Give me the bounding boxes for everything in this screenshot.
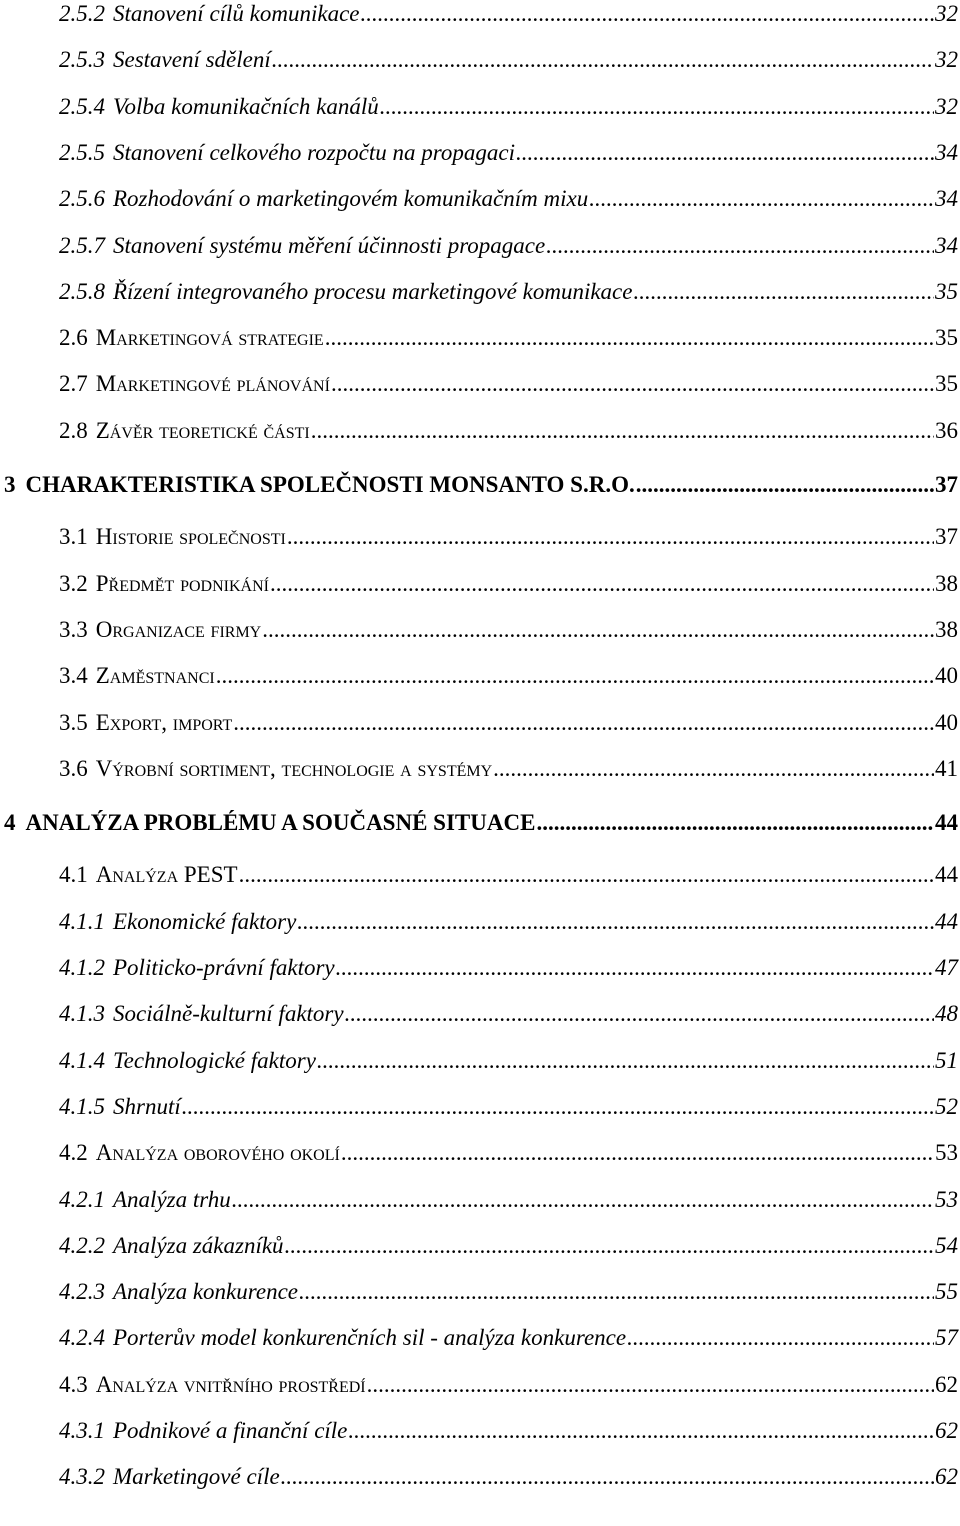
toc-entry[interactable] (59, 519, 958, 555)
toc-entry-page: 35 (935, 325, 958, 351)
toc-entry-page: 35 (935, 371, 958, 397)
toc-entry-number: 2.5.8 (59, 278, 105, 304)
toc-entry-page: 32 (935, 47, 958, 73)
toc-entry-number: 4.1.4 (59, 1047, 105, 1073)
toc-entry-title: Export, import (95, 709, 233, 735)
toc-entry-title: Ekonomické faktory (113, 908, 297, 934)
toc-entry-page: 32 (935, 93, 958, 119)
toc-entry[interactable] (59, 89, 958, 125)
toc-entry-title: Politicko-právní faktory (113, 955, 335, 980)
dot-leader (232, 1182, 934, 1218)
toc-entry-page: 40 (935, 709, 958, 735)
dot-leader (311, 413, 934, 449)
toc-entry-page: 38 (935, 616, 958, 642)
toc-entry[interactable] (59, 320, 958, 356)
toc-entry[interactable] (59, 705, 958, 741)
toc-entry-number: 4.1.2 (59, 955, 105, 980)
toc-entry-number: 2.6 (59, 325, 88, 351)
dot-leader (536, 805, 934, 841)
toc-entry-number: 2.8 (59, 417, 88, 443)
dot-leader (317, 1043, 934, 1079)
toc-entry-page: 53 (935, 1186, 958, 1212)
toc-entry[interactable] (4, 467, 958, 503)
toc-entry-number: 2.5.6 (59, 186, 105, 212)
toc-entry-page: 55 (935, 1279, 958, 1305)
toc-entry-title: Volba komunikačních kanálů (113, 93, 379, 119)
toc-entry[interactable] (59, 1182, 958, 1218)
toc-entry-number: 4.2 (59, 1140, 88, 1166)
dot-leader (233, 705, 934, 741)
dot-leader (331, 366, 934, 402)
toc-entry-title: Výrobní sortiment, technologie a systémy (95, 755, 493, 781)
toc-entry-page: 41 (935, 755, 958, 781)
toc-entry[interactable] (59, 366, 958, 402)
toc-entry-title: Shrnutí (113, 1093, 181, 1119)
toc-entry[interactable] (59, 413, 958, 449)
toc-entry[interactable] (59, 904, 958, 940)
toc-entry-page: 37 (935, 524, 958, 550)
toc-entry-title: Závěr teoretické části (95, 417, 310, 443)
dot-leader (216, 658, 934, 694)
dot-leader (633, 274, 934, 310)
dot-leader (636, 467, 934, 503)
toc-entry-page: 34 (935, 139, 958, 165)
toc-entry[interactable] (59, 228, 958, 264)
toc-entry-page: 53 (935, 1140, 958, 1166)
dot-leader (345, 996, 934, 1032)
toc-entry[interactable] (59, 1367, 958, 1403)
dot-leader (341, 1135, 934, 1171)
toc-entry-title: Analýza zákazníků (113, 1232, 284, 1258)
dot-leader (262, 612, 934, 648)
toc-entry-title: Organizace firmy (95, 616, 262, 642)
toc-entry-title: Stanovení cílů komunikace (113, 1, 360, 26)
toc-entry-number: 3.5 (59, 709, 88, 735)
toc-entry-page: 34 (935, 232, 958, 258)
toc-entry-title: Sestavení sdělení (113, 47, 271, 73)
toc-entry-number: 4 (4, 810, 16, 836)
toc-entry-title: Marketingové cíle (113, 1464, 280, 1490)
toc-entry-number: 4.1.1 (59, 908, 105, 934)
toc-entry-number: 4.1 (59, 862, 88, 888)
toc-entry[interactable] (59, 1320, 958, 1356)
dot-leader (516, 135, 934, 171)
toc-entry-title: Analýza konkurence (113, 1279, 298, 1305)
toc-entry[interactable] (59, 1274, 958, 1310)
toc-entry-number: 4.2.1 (59, 1186, 105, 1212)
toc-entry-page: 40 (935, 663, 958, 689)
dot-leader (348, 1413, 934, 1449)
toc-entry[interactable] (59, 566, 958, 602)
toc-entry-number: 2.5.7 (59, 232, 105, 258)
toc-entry-number: 3.3 (59, 616, 88, 642)
dot-leader (285, 1228, 934, 1264)
toc-entry-title: Technologické faktory (113, 1047, 316, 1073)
toc-entry-page: 34 (935, 186, 958, 212)
toc-entry-number: 3 (4, 472, 16, 497)
toc-entry-page: 35 (935, 278, 958, 304)
toc-entry-number: 3.4 (59, 663, 88, 689)
dot-leader (627, 1320, 934, 1356)
toc-entry[interactable] (59, 996, 958, 1032)
dot-leader (589, 181, 934, 217)
toc-entry-page: 62 (935, 1371, 958, 1397)
toc-entry-number: 4.2.2 (59, 1232, 105, 1258)
toc-entry-title: Řízení integrovaného procesu marketingové komunikace (113, 278, 633, 304)
toc-entry[interactable] (59, 181, 958, 217)
toc-entry-number: 2.5.4 (59, 93, 105, 119)
toc-entry-page: 37 (935, 472, 958, 497)
dot-leader (239, 857, 934, 893)
toc-entry-page: 54 (935, 1232, 958, 1258)
dot-leader (297, 904, 934, 940)
toc-entry-title: Analýza oborového okolí (95, 1140, 340, 1166)
toc-entry-title: Sociálně-kulturní faktory (113, 1001, 344, 1027)
toc-entry-title: Zaměstnanci (95, 663, 215, 689)
toc-entry-page: 62 (935, 1464, 958, 1490)
toc-entry[interactable] (59, 1413, 958, 1449)
dot-leader (272, 42, 934, 78)
toc-entry-title: Podnikové a finanční cíle (113, 1418, 348, 1443)
dot-leader (336, 950, 934, 986)
toc-entry-page: 48 (935, 1001, 958, 1027)
toc-entry-page: 32 (935, 1, 958, 26)
toc-entry-title: ANALÝZA PROBLÉMU A SOUČASNÉ SITUACE (25, 810, 536, 836)
toc-entry-number: 4.2.3 (59, 1279, 105, 1305)
dot-leader (325, 320, 934, 356)
toc-entry-page: 36 (935, 417, 958, 443)
dot-leader (270, 566, 934, 602)
toc-entry[interactable] (59, 274, 958, 310)
toc-entry-title: CHARAKTERISTIKA SPOLEČNOSTI MONSANTO S.R.O. (25, 472, 635, 497)
toc-entry-page: 38 (935, 570, 958, 596)
toc-entry[interactable] (59, 1135, 958, 1171)
toc-entry-title: Předmět podnikání (95, 570, 269, 596)
toc-entry-number: 3.1 (59, 524, 88, 550)
toc-entry-title: Marketingová strategie (95, 325, 324, 351)
toc-entry[interactable] (59, 612, 958, 648)
toc-entry-title: Rozhodování o marketingovém komunikačním mixu (113, 186, 589, 212)
toc-entry-title: Porterův model konkurenčních sil - analýza konkurence (113, 1325, 627, 1351)
toc-entry-page: 44 (935, 862, 958, 888)
toc-entry-number: 4.3.2 (59, 1464, 105, 1490)
toc-entry-page: 52 (935, 1093, 958, 1119)
toc-entry-title: Historie společnosti (95, 524, 286, 550)
dot-leader (546, 228, 934, 264)
toc-entry-number: 4.1.3 (59, 1001, 105, 1027)
dot-leader (299, 1274, 934, 1310)
toc-entry[interactable] (59, 1459, 958, 1495)
toc-entry[interactable] (59, 42, 958, 78)
dot-leader (367, 1367, 934, 1403)
toc-entry-number: 2.5.2 (59, 1, 105, 26)
toc-entry-number: 4.3 (59, 1371, 88, 1397)
toc-entry-number: 4.1.5 (59, 1093, 105, 1119)
dot-leader (380, 89, 934, 125)
toc-entry-title: Stanovení celkového rozpočtu na propagaci (113, 139, 515, 165)
toc-entry-title: Marketingové plánování (95, 371, 330, 397)
toc-entry-title: Analýza vnitřního prostředí (95, 1371, 366, 1397)
dot-leader (182, 1089, 934, 1125)
dot-leader (493, 751, 934, 787)
toc-entry-page: 51 (935, 1047, 958, 1073)
dot-leader (287, 519, 934, 555)
toc-entry-number: 4.3.1 (59, 1418, 105, 1443)
toc-entry[interactable] (59, 1043, 958, 1079)
toc-entry-title: Stanovení systému měření účinnosti propagace (113, 232, 546, 258)
toc-entry[interactable] (59, 1089, 958, 1125)
toc-entry-title: Analýza PEST (95, 862, 238, 888)
toc-entry-number: 3.2 (59, 570, 88, 596)
toc-entry[interactable] (59, 751, 958, 787)
toc-entry[interactable] (59, 857, 958, 893)
toc-entry[interactable] (59, 0, 958, 32)
toc-entry-page: 44 (935, 908, 958, 934)
toc-entry[interactable] (59, 658, 958, 694)
toc-entry-page: 62 (935, 1418, 958, 1443)
toc-entry-page: 44 (935, 810, 958, 836)
toc-entry-number: 2.5.5 (59, 139, 105, 165)
toc-entry-number: 3.6 (59, 755, 88, 781)
toc-entry-number: 2.7 (59, 371, 88, 397)
toc-entry[interactable] (59, 950, 958, 986)
toc-entry-number: 2.5.3 (59, 47, 105, 73)
toc-entry-page: 57 (935, 1325, 958, 1351)
dot-leader (281, 1459, 934, 1495)
toc-entry[interactable] (4, 805, 958, 841)
dot-leader (361, 0, 934, 32)
toc-entry[interactable] (59, 135, 958, 171)
toc-entry[interactable] (59, 1228, 958, 1264)
toc-entry-title: Analýza trhu (113, 1186, 231, 1212)
toc-entry-number: 4.2.4 (59, 1325, 105, 1351)
toc-entry-page: 47 (935, 955, 958, 980)
